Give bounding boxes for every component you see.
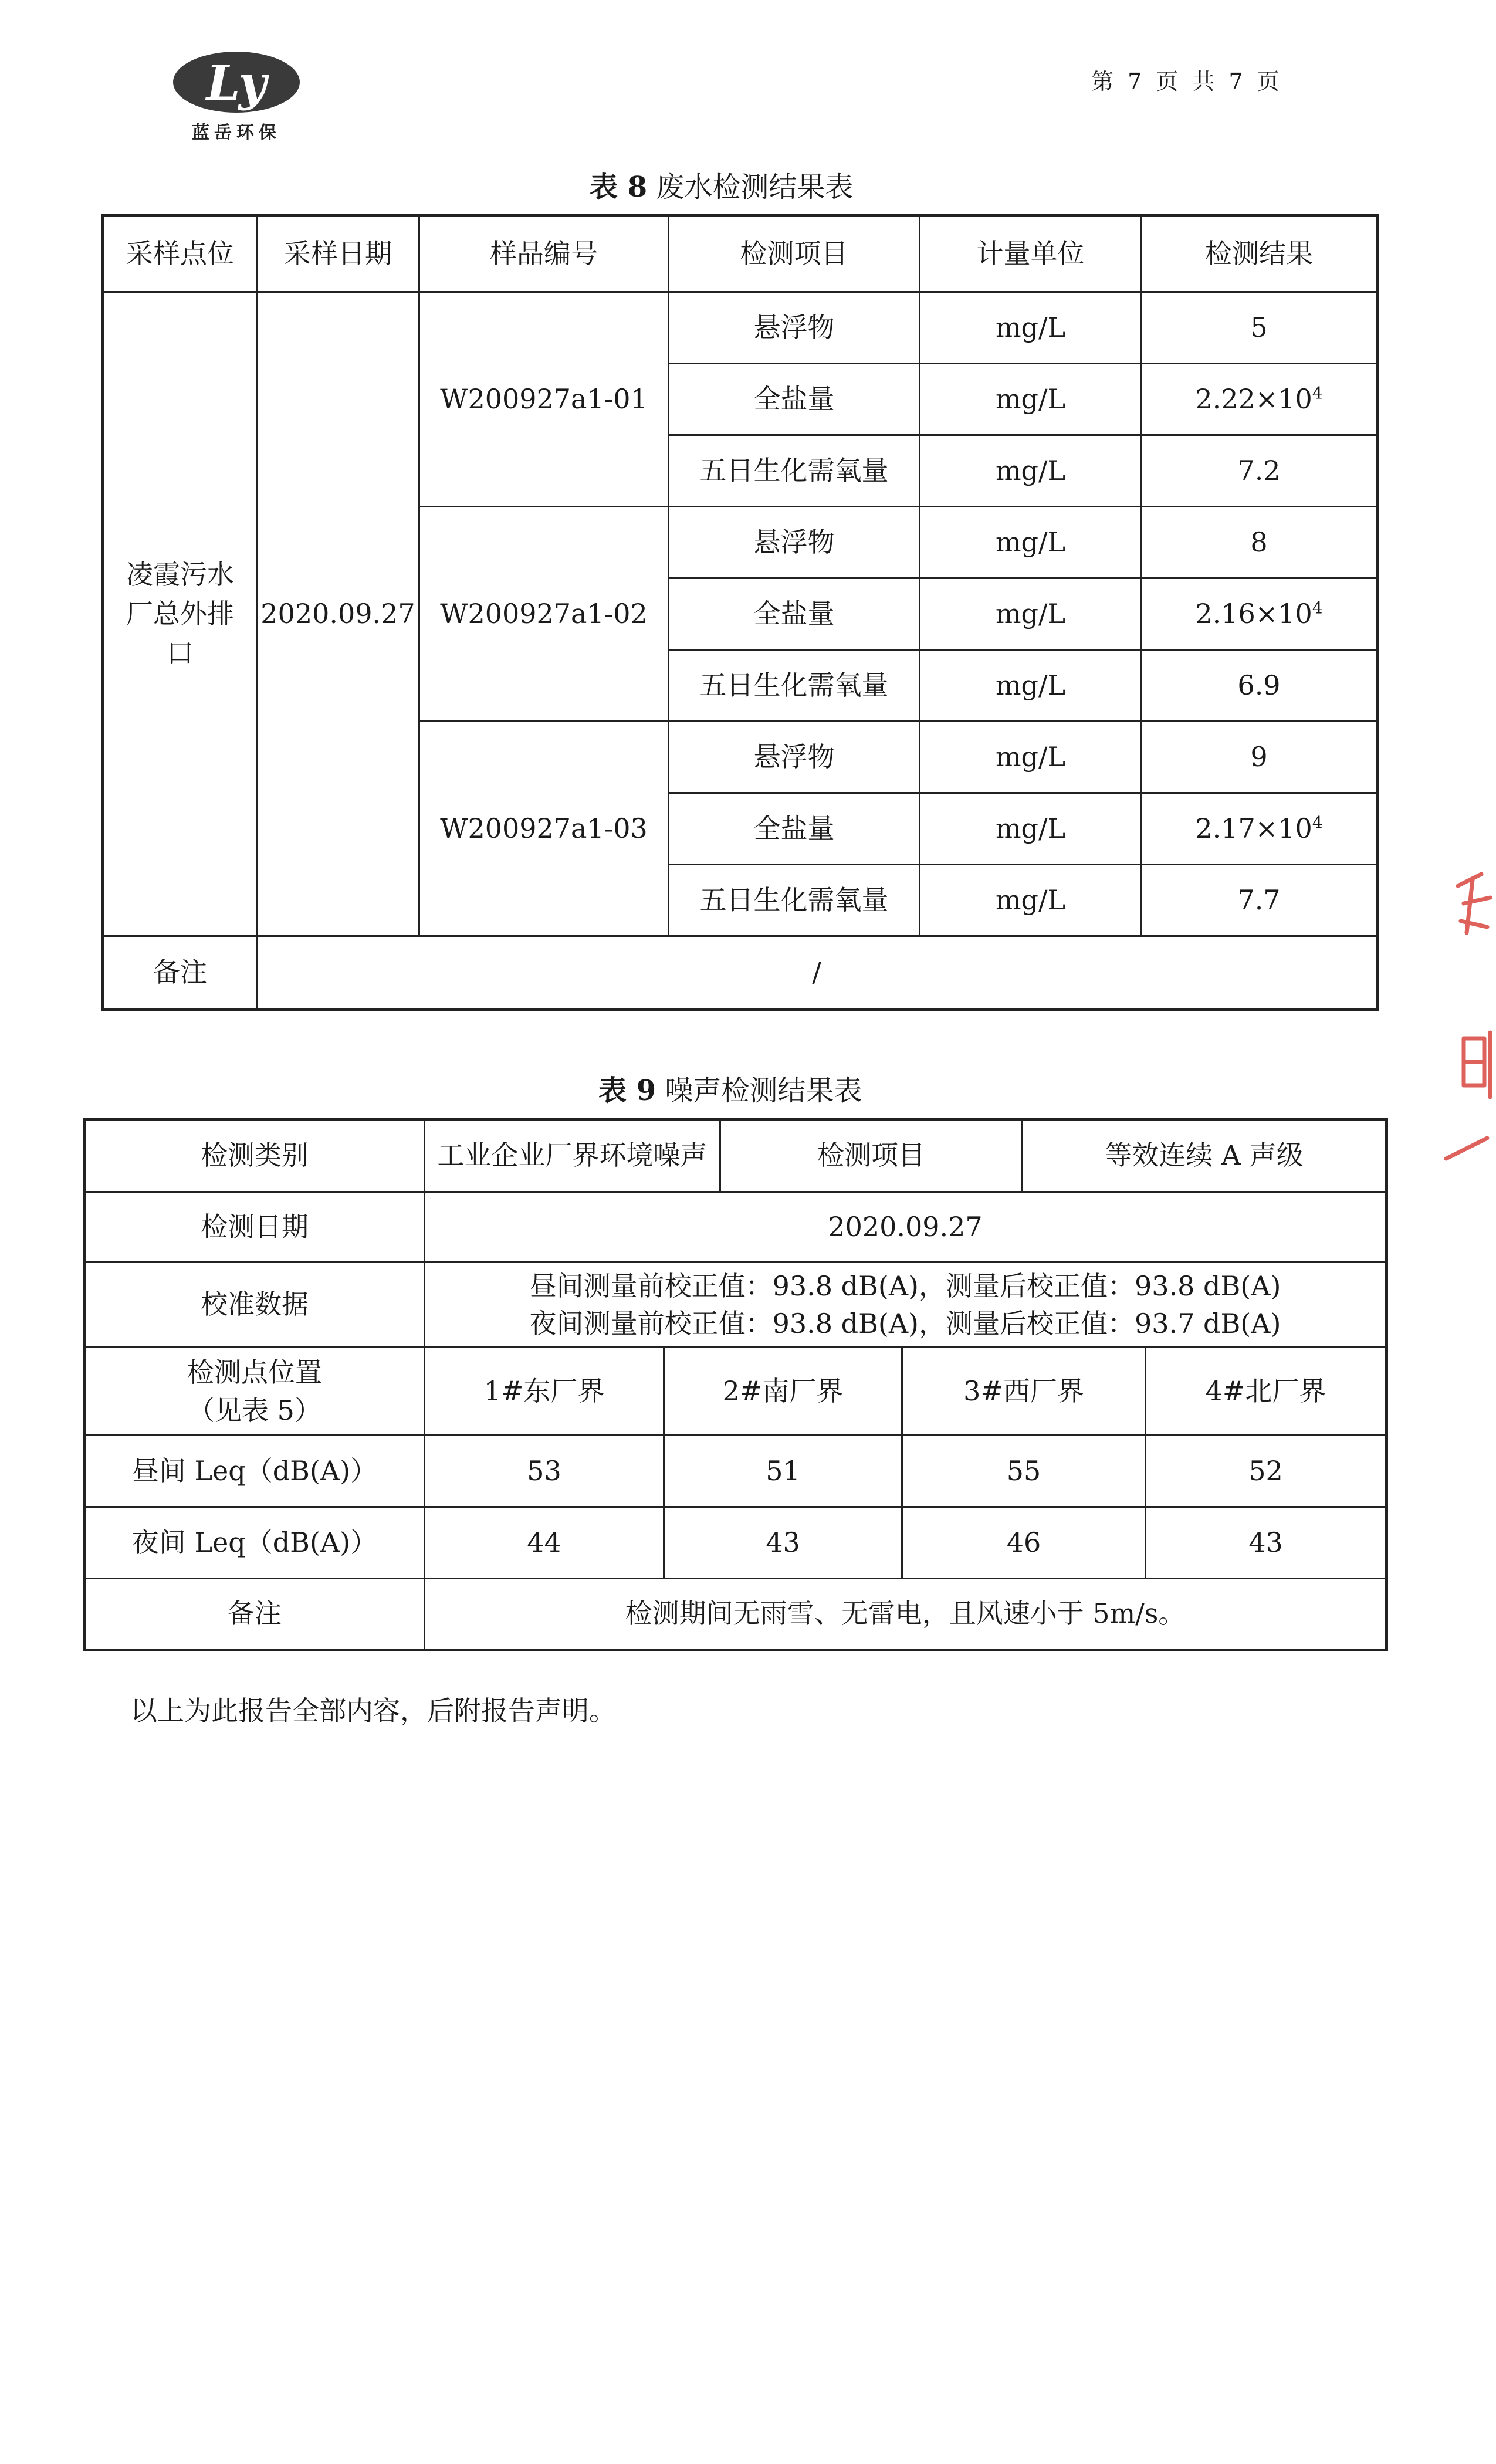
unit-cell: mg/L [920, 722, 1142, 793]
points-label [84, 1348, 425, 1436]
result-value: 6.9 [1237, 669, 1281, 701]
table-row [84, 1436, 1387, 1507]
table-row [84, 1507, 1387, 1579]
day-leq-value: 53 [425, 1436, 664, 1507]
calibration-data [425, 1263, 1387, 1348]
seal-stamp-fragment [1440, 862, 1496, 1167]
remark-label: 备注 [103, 936, 257, 1010]
header-cell: 检测结果 [1142, 216, 1377, 292]
category-value: 工业企业厂界环境噪声 [425, 1119, 720, 1192]
table-header-row [103, 216, 1377, 292]
item-label: 检测项目 [720, 1119, 1023, 1192]
table-row [84, 1192, 1387, 1263]
result-value: 8 [1250, 526, 1268, 558]
result-value: 2.16×10 [1195, 597, 1312, 629]
unit-cell: mg/L [920, 865, 1142, 936]
test-item-cell: 悬浮物 [669, 292, 920, 364]
table9-caption-text: 噪声检测结果表 [665, 1074, 862, 1107]
table-row [84, 1348, 1387, 1436]
result-cell [1142, 507, 1377, 578]
night-leq-value: 44 [425, 1507, 664, 1579]
date-label: 检测日期 [84, 1192, 425, 1263]
table9-caption-number: 表 9 [598, 1074, 656, 1107]
result-cell [1142, 650, 1377, 722]
category-label: 检测类别 [84, 1119, 425, 1192]
night-leq-value: 43 [664, 1507, 902, 1579]
unit-cell: mg/L [920, 364, 1142, 435]
remark-row [103, 936, 1377, 1010]
wastewater-table [101, 214, 1379, 1011]
table-row [84, 1263, 1387, 1348]
company-logo [167, 46, 308, 145]
table-row [103, 292, 1377, 364]
result-cell [1142, 364, 1377, 435]
table9-caption [598, 1068, 862, 1108]
remark-value: / [257, 936, 1377, 1010]
test-item-cell: 五日生化需氧量 [669, 435, 920, 507]
day-leq-label: 昼间 Leq（dB(A)） [84, 1436, 425, 1507]
result-value: 5 [1250, 311, 1268, 343]
result-exponent: 4 [1312, 383, 1323, 403]
sample-id-cell: W200927a1-03 [419, 722, 669, 936]
result-value: 7.2 [1237, 454, 1281, 486]
calibration-line-night: 夜间测量前校正值：93.8 dB(A)，测量后校正值：93.7 dB(A) [529, 1308, 1281, 1339]
calibration-line-day: 昼间测量前校正值：93.8 dB(A)，测量后校正值：93.8 dB(A) [529, 1270, 1281, 1302]
unit-cell: mg/L [920, 292, 1142, 364]
test-item-cell: 五日生化需氧量 [669, 650, 920, 722]
remark-value: 检测期间无雨雪、无雷电，且风速小于 5m/s。 [425, 1579, 1387, 1650]
points-label-line1: 检测点位置 [187, 1356, 322, 1389]
closing-statement: 以上为此报告全部内容，后附报告声明。 [130, 1695, 616, 1727]
unit-cell: mg/L [920, 650, 1142, 722]
sample-id-cell: W200927a1-01 [419, 292, 669, 507]
result-exponent: 4 [1312, 598, 1323, 618]
item-value: 等效连续 A 声级 [1023, 1119, 1387, 1192]
table8-caption-text: 废水检测结果表 [656, 171, 854, 204]
result-cell [1142, 722, 1377, 793]
test-item-cell: 悬浮物 [669, 507, 920, 578]
test-item-cell: 全盐量 [669, 364, 920, 435]
unit-cell: mg/L [920, 578, 1142, 650]
day-leq-value: 51 [664, 1436, 902, 1507]
result-cell [1142, 578, 1377, 650]
table8-caption [590, 164, 853, 205]
result-value: 9 [1250, 740, 1268, 773]
remark-label: 备注 [84, 1579, 425, 1650]
day-leq-value: 52 [1146, 1436, 1387, 1507]
result-value: 2.17×10 [1195, 812, 1312, 844]
unit-cell: mg/L [920, 507, 1142, 578]
sampling-site-cell: 凌霞污水厂总外排口 [103, 292, 257, 936]
night-leq-value: 46 [902, 1507, 1146, 1579]
table8-caption-number: 表 8 [590, 171, 648, 204]
result-cell [1142, 793, 1377, 865]
result-cell [1142, 435, 1377, 507]
night-leq-value: 43 [1146, 1507, 1387, 1579]
points-label-line2: （见表 5） [188, 1394, 321, 1426]
noise-table [83, 1118, 1388, 1651]
svg-text:Ly: Ly [206, 55, 267, 111]
unit-cell: mg/L [920, 793, 1142, 865]
logo-mark [167, 46, 308, 145]
page-indicator: 第 7 页 共 7 页 [1091, 69, 1283, 94]
result-value: 2.22×10 [1195, 383, 1312, 415]
result-exponent: 4 [1312, 813, 1323, 832]
day-leq-value: 55 [902, 1436, 1146, 1507]
calibration-label: 校准数据 [84, 1263, 425, 1348]
result-value: 7.7 [1237, 884, 1281, 916]
result-cell [1142, 865, 1377, 936]
table-row [84, 1119, 1387, 1192]
test-item-cell: 全盐量 [669, 793, 920, 865]
point-cell: 3#西厂界 [902, 1348, 1146, 1436]
night-leq-label: 夜间 Leq（dB(A)） [84, 1507, 425, 1579]
header-cell: 样品编号 [419, 216, 669, 292]
point-cell: 4#北厂界 [1146, 1348, 1387, 1436]
result-cell [1142, 292, 1377, 364]
sample-id-cell: W200927a1-02 [419, 507, 669, 722]
test-item-cell: 全盐量 [669, 578, 920, 650]
date-value: 2020.09.27 [425, 1192, 1387, 1263]
company-name: 蓝岳环保 [192, 123, 281, 143]
header-cell: 计量单位 [920, 216, 1142, 292]
point-cell: 1#东厂界 [425, 1348, 664, 1436]
test-item-cell: 五日生化需氧量 [669, 865, 920, 936]
sampling-date-cell: 2020.09.27 [257, 292, 419, 936]
remark-row [84, 1579, 1387, 1650]
header-cell: 检测项目 [669, 216, 920, 292]
point-cell: 2#南厂界 [664, 1348, 902, 1436]
header-cell: 采样日期 [257, 216, 419, 292]
test-item-cell: 悬浮物 [669, 722, 920, 793]
unit-cell: mg/L [920, 435, 1142, 507]
header-cell: 采样点位 [103, 216, 257, 292]
